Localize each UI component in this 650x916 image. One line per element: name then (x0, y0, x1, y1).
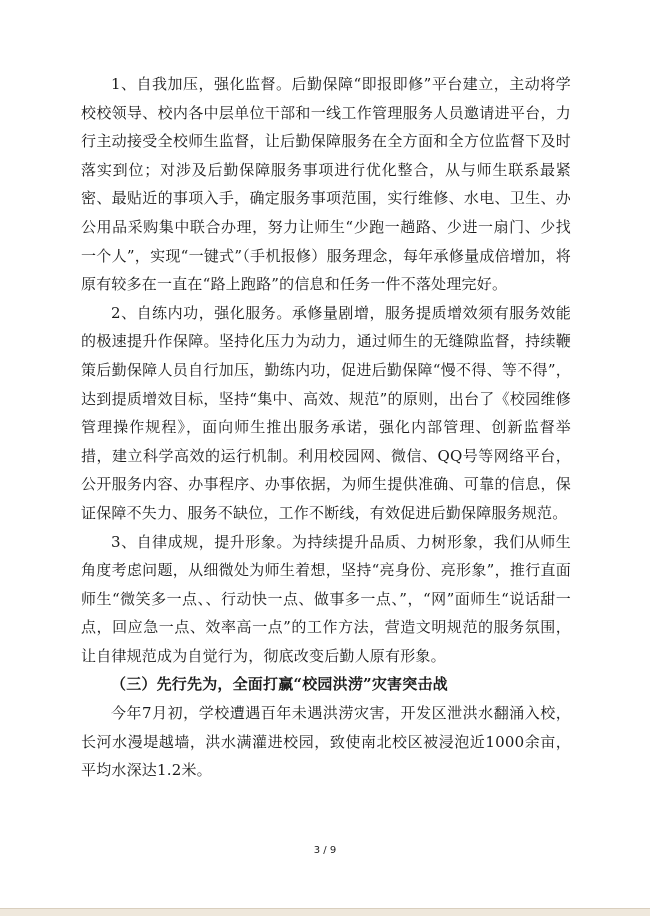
paragraph-self-pressure: 1、自我加压，强化监督。后勤保障“即报即修”平台建立，主动将学校校领导、校内各中层单位干部和一线工作管理服务人员邀请进平台，力行主动接受全校师生监督，让后勤保障服务在全方面和全方位监督下及时落实到位；对涉及后勤保障服务事项进行优化整合，从与师生联系最紧密、最贴近的事项入手，确定服务事项范围，实行维修、水电、卫生、办公用品采购集中联合办理，努力让师生“少跑一趟路、少进一扇门、少找一个人”，实现“一键式”（手机报修）服务理念，每年承修量成倍增加，将原有较多在一直在“路上跑路”的信息和任务一件不落处理完好。 (81, 75, 571, 294)
section-heading: （三）先行先为，全面打赢“校园洪涝”灾害突击战 (111, 675, 448, 694)
paragraph-self-discipline: 3、自律成规，提升形象。为持续提升品质、力树形象，我们从师生角度考虑问题，从细微处为师生着想，坚持“亮身份、亮形象”，推行直面师生“微笑多一点、、行动快一点、做事多一点、”，“网”面师生“说话甜一点，回应急一点、效率高一点”的工作方法，营造文明规范的服务氛围，让自律规范成为自觉行为，彻底改变后勤人原有形象。 (81, 532, 571, 665)
document-body (81, 70, 571, 785)
paragraph-flood: 今年7月初，学校遭遇百年未遇洪涝灾害，开发区泄洪水翻涌入校，长河水漫堤越墙，洪水满灌进校园，致使南北校区被浸泡近1000余亩，平均水深达1.2米。 (81, 704, 571, 780)
paragraph-self-training: 2、自练内功，强化服务。承修量剧增，服务提质增效须有服务效能的极速提升作保障。坚持化压力为动力，通过师生的无缝隙监督，持续鞭策后勤保障人员自行加压，勤练内功，促进后勤保障“慢不得、等不得”，达到提质增效目标，坚持“集中、高效、规范”的原则，出台了《校园维修管理操作规程》，面向师生推出服务承诺，强化内部管理、创新监督举措，建立科学高效的运行机制。利用校园网、微信、QQ号等网络平台，公开服务内容、办事程序、办事依据，为师生提供准确、可靠的信息，保证保障不失力、服务不缺位，工作不断线，有效促进后勤保障服务规范。 (81, 303, 571, 522)
page-number: 3 / 9 (313, 845, 337, 856)
